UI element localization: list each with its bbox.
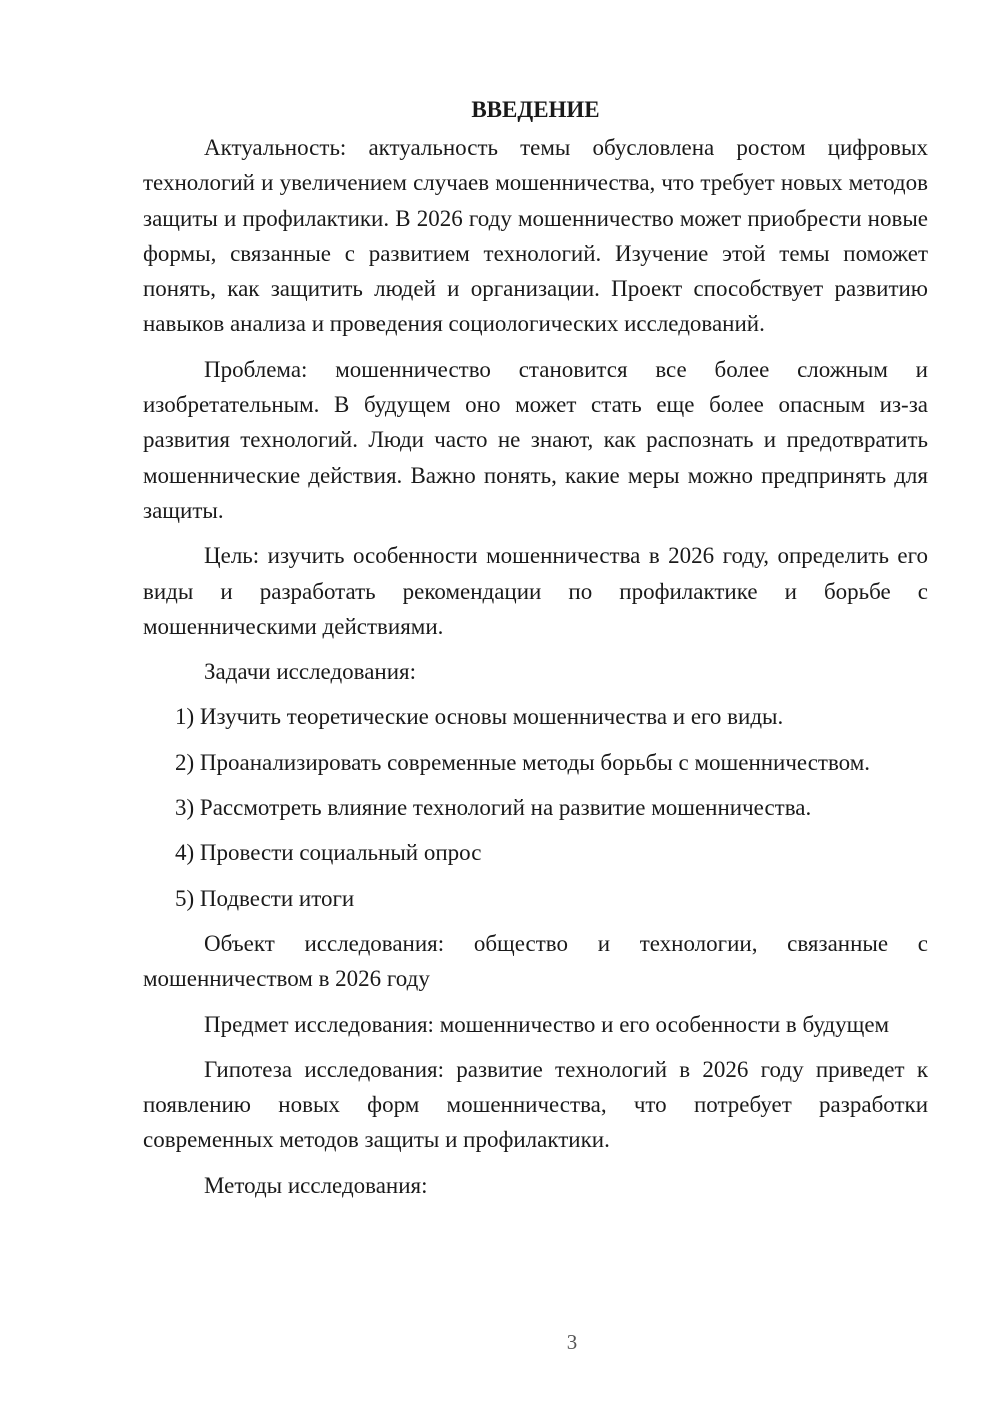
problem-paragraph: Проблема: мошенничество становится все более сложным и изобретательным. В будущем оно может стать еще более опасным из-за развития технологий. Люди часто не знают, как распознать и предотвратить мошеннические действия. Важно понять, какие меры можно предпринять для защиты.: [143, 356, 928, 523]
list-item: 2) Проанализировать современные методы борьбы с мошенничеством.: [175, 749, 871, 775]
list-item: 1) Изучить теоретические основы мошенничества и его виды.: [175, 704, 784, 730]
page-number: 3: [566, 1330, 578, 1354]
tasks-list: [143, 699, 928, 915]
tasks-heading: Задачи исследования:: [204, 659, 417, 685]
list-item: 5) Подвести итоги: [175, 885, 355, 911]
list-item: 3) Рассмотреть влияние технологий на развитие мошенничества.: [175, 795, 812, 821]
methods-heading: Методы исследования:: [204, 1172, 428, 1198]
relevance-paragraph: Актуальность: актуальность темы обусловлена ростом цифровых технологий и увеличением случаев мошенничества, что требует новых методов защиты и профилактики. В 2026 году мошенничество может приобрести новые формы, связанные с развитием технологий. Изучение этой темы поможет понять, как защитить людей и организации. Проект способствует развитию навыков анализа и проведения социологических исследований.: [143, 135, 928, 337]
page-content: [143, 92, 928, 1213]
list-item: 4) Провести социальный опрос: [175, 840, 482, 866]
hypothesis-paragraph: Гипотеза исследования: развитие технологий в 2026 году приведет к появлению новых форм мошенничества, что потребует разработки современных методов защиты и профилактики.: [143, 1056, 928, 1153]
object-paragraph: Объект исследования: общество и технологии, связанные с мошенничеством в 2026 году: [143, 930, 928, 992]
goal-paragraph: Цель: изучить особенности мошенничества в 2026 году, определить его виды и разработать рекомендации по профилактике и борьбе с мошенническими действиями.: [143, 543, 928, 639]
section-title: ВВЕДЕНИЕ: [471, 97, 600, 122]
subject-paragraph: Предмет исследования: мошенничество и его особенности в будущем: [204, 1011, 890, 1037]
